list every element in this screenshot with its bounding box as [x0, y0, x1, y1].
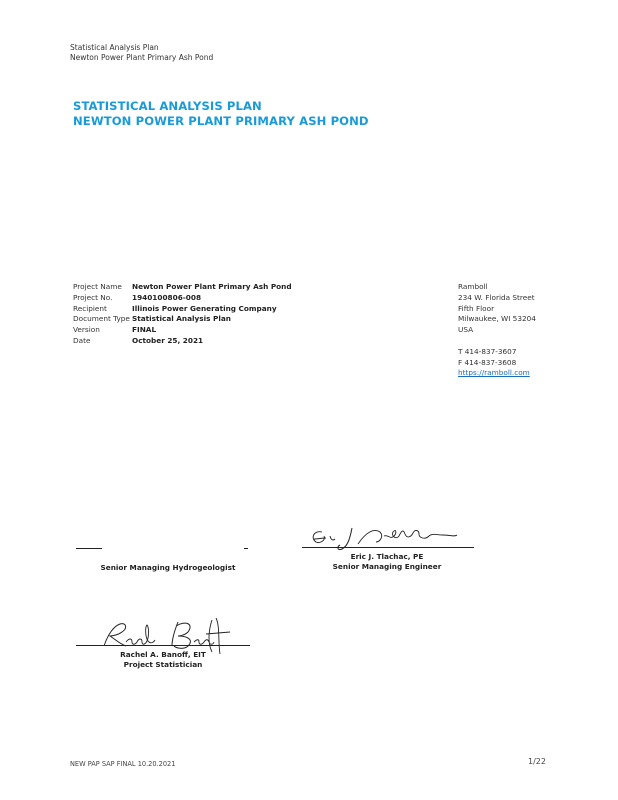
- address-floor: Fifth Floor: [458, 303, 495, 313]
- title-line-2: NEWTON POWER PLANT PRIMARY ASH POND: [73, 113, 369, 128]
- running-header: [70, 43, 213, 62]
- info-value: October 25, 2021: [132, 335, 204, 345]
- address-company: Ramboll: [458, 282, 488, 291]
- project-info: [73, 282, 292, 347]
- info-row-recipient: [73, 304, 292, 315]
- info-label: Project Name: [73, 282, 122, 291]
- eric-signature-image: [300, 522, 480, 554]
- address-country: USA: [458, 325, 474, 335]
- page-number: 1/22: [528, 757, 546, 766]
- info-row-project-name: [73, 282, 292, 293]
- header-line-2: Newton Power Plant Primary Ash Pond: [70, 52, 214, 62]
- info-value: Illinois Power Generating Company: [132, 303, 277, 313]
- info-value: Newton Power Plant Primary Ash Pond: [132, 282, 292, 291]
- left-signer-title: Senior Managing Hydrogeologist: [100, 563, 236, 572]
- right-signer-title: Senior Managing Engineer: [332, 562, 442, 571]
- info-row-version: [73, 325, 292, 336]
- info-row-project-no: [73, 293, 292, 304]
- address-phone: T 414-837-3607: [458, 346, 517, 356]
- address-city: Milwaukee, WI 53204: [458, 314, 536, 324]
- address-street: 234 W. Florida Street: [458, 292, 535, 302]
- info-label: Version: [73, 325, 100, 335]
- info-value: FINAL: [132, 325, 157, 335]
- footer-document-id: NEW PAP SAP FINAL 10.20.2021: [70, 760, 176, 768]
- document-title: [73, 99, 369, 128]
- header-line-1: Statistical Analysis Plan: [70, 43, 159, 52]
- info-label: Project No.: [73, 292, 113, 302]
- left-signature-line: [76, 548, 102, 549]
- right-signature-line: [302, 547, 474, 548]
- website-link[interactable]: https://ramboll.com: [458, 368, 530, 378]
- bottom-signer-title: Project Statistician: [123, 660, 203, 669]
- info-value: Statistical Analysis Plan: [132, 314, 231, 324]
- info-label: Date: [73, 335, 91, 345]
- bottom-signature-line: [76, 645, 250, 646]
- address-fax: F 414-837-3608: [458, 357, 517, 367]
- info-row-document-type: [73, 314, 292, 325]
- info-row-date: [73, 336, 292, 347]
- left-signature-line-end: [244, 548, 248, 549]
- company-address: [458, 282, 536, 379]
- right-signer-name: Eric J. Tlachac, PE: [350, 552, 424, 561]
- info-value: 1940100806-008: [132, 292, 202, 302]
- title-line-1: STATISTICAL ANALYSIS PLAN: [73, 99, 262, 113]
- info-label: Document Type: [73, 314, 130, 324]
- info-label: Recipient: [73, 303, 107, 313]
- rachel-signature-text: Rachel Banoff: [90, 612, 97, 613]
- eric-signature-text: Eric J. Tlachac: [300, 522, 307, 523]
- bottom-signer-name: Rachel A. Banoff, EIT: [120, 650, 206, 659]
